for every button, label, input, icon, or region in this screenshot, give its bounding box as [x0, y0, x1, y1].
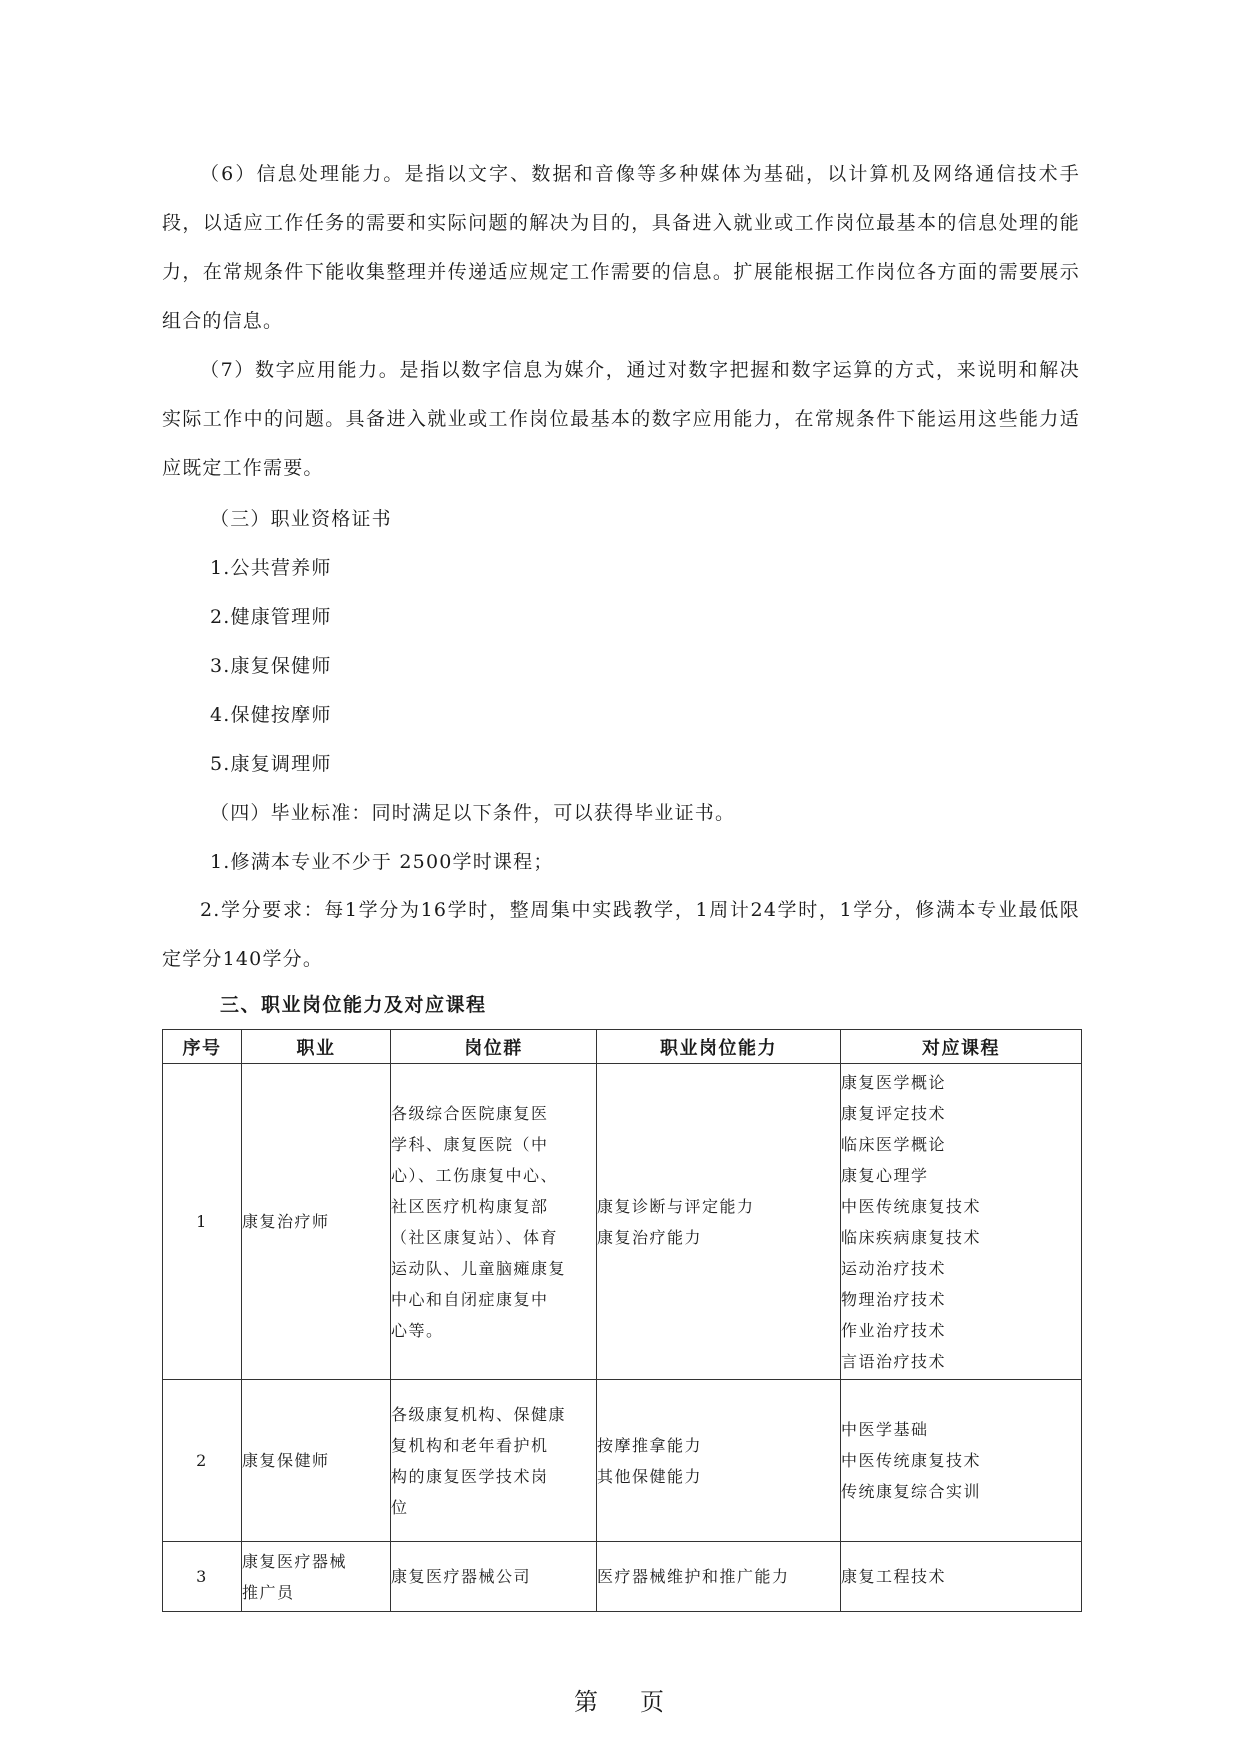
paragraph-information-processing: （6）信息处理能力。是指以文字、数据和音像等多种媒体为基础，以计算机及网络通信技术手段，以适应工作任务的需要和实际问题的解决为目的，具备进入就业或工作岗位最基本的信息处理的能力，在常规条件下能收集整理并传递适应规定工作需要的信息。扩展能根据工作岗位各方面的需要展示组合的信息。: [162, 163, 1080, 332]
ability-line: 按摩推拿能力: [597, 1435, 703, 1455]
row-number: 1: [163, 1064, 242, 1380]
row-abilities: [597, 1380, 841, 1542]
course-line: 言语治疗技术: [841, 1351, 947, 1371]
footer-page-prefix: 第: [574, 1688, 600, 1716]
course-line: 中医传统康复技术: [841, 1451, 982, 1470]
occupation-line: 康复保健师: [242, 1451, 330, 1470]
course-line: 中医学基础: [841, 1420, 929, 1439]
group-line: 位: [391, 1497, 409, 1517]
occupation-line: 康复医疗器械: [242, 1551, 348, 1571]
row-number: 3: [163, 1542, 242, 1612]
group-line: 各级康复机构、保健康: [391, 1404, 567, 1424]
course-line: 临床疾病康复技术: [841, 1227, 982, 1247]
page-footer: [0, 1682, 1240, 1717]
header-occupation: 职业: [242, 1030, 391, 1064]
course-line: 中医传统康复技术: [841, 1196, 982, 1216]
certificate-item-4: 4.保健按摩师: [210, 704, 332, 726]
row-position-group: [391, 1380, 597, 1542]
group-line: 中心和自闭症康复中: [391, 1289, 549, 1309]
row-abilities: [597, 1064, 841, 1380]
course-line: 康复医学概论: [841, 1072, 947, 1092]
group-line: 各级综合医院康复医: [391, 1103, 549, 1123]
row-courses: [841, 1064, 1082, 1380]
certificate-item-1: 1.公共营养师: [210, 557, 332, 579]
course-line: 临床医学概论: [841, 1134, 947, 1154]
course-line: 传统康复综合实训: [841, 1482, 982, 1501]
graduation-item-1: 1.修满本专业不少于 2500学时课程；: [210, 851, 554, 873]
row-courses: [841, 1380, 1082, 1542]
course-line: 运动治疗技术: [841, 1258, 947, 1278]
footer-page-suffix: 页: [640, 1688, 666, 1716]
course-line: 康复工程技术: [841, 1567, 947, 1586]
header-number: 序号: [163, 1030, 242, 1064]
occupation-line: 推广员: [242, 1582, 295, 1602]
table-header-row: [163, 1030, 1082, 1064]
row-abilities: [597, 1542, 841, 1612]
row-position-group: [391, 1064, 597, 1380]
occupation-line: 康复治疗师: [242, 1212, 330, 1231]
career-abilities-table: [162, 1029, 1082, 1612]
graduation-item-2: 2.学分要求：每1学分为16学时，整周集中实践教学，1周计24学时，1学分，修满本专业最低限定学分140学分。: [162, 899, 1080, 970]
ability-line: 康复治疗能力: [597, 1227, 703, 1247]
paragraph-numeric-application: （7）数字应用能力。是指以数字信息为媒介，通过对数字把握和数字运算的方式，来说明和解决实际工作中的问题。具备进入就业或工作岗位最基本的数字应用能力，在常规条件下能运用这些能力适应既定工作需要。: [162, 359, 1080, 479]
group-line: 复机构和老年看护机: [391, 1435, 549, 1455]
ability-line: 其他保健能力: [597, 1466, 703, 1486]
ability-line: 康复诊断与评定能力: [597, 1196, 755, 1216]
row-occupation: [242, 1064, 391, 1380]
table-row: [163, 1380, 1082, 1542]
certificate-item-5: 5.康复调理师: [210, 753, 332, 775]
course-line: 作业治疗技术: [841, 1320, 947, 1340]
ability-line: 医疗器械维护和推广能力: [597, 1567, 790, 1586]
row-number: 2: [163, 1380, 242, 1542]
certificate-item-2: 2.健康管理师: [210, 606, 332, 628]
group-line: 构的康复医学技术岗: [391, 1466, 549, 1486]
group-line: 社区医疗机构康复部: [391, 1196, 549, 1216]
course-line: 物理治疗技术: [841, 1289, 947, 1309]
group-line: 运动队、儿童脑瘫康复: [391, 1258, 567, 1278]
row-occupation: [242, 1542, 391, 1612]
section-heading-career-abilities: 三、职业岗位能力及对应课程: [220, 994, 487, 1016]
graduation-heading: （四）毕业标准：同时满足以下条件，可以获得毕业证书。: [210, 802, 736, 824]
course-line: 康复评定技术: [841, 1103, 947, 1123]
group-line: 学科、康复医院（中: [391, 1134, 549, 1154]
header-abilities: 职业岗位能力: [597, 1030, 841, 1064]
header-courses: 对应课程: [841, 1030, 1082, 1064]
row-courses: [841, 1542, 1082, 1612]
group-line: 心等。: [391, 1320, 444, 1340]
header-position-group: 岗位群: [391, 1030, 597, 1064]
table-row: [163, 1064, 1082, 1380]
certificate-item-3: 3.康复保健师: [210, 655, 332, 677]
table-row: [163, 1542, 1082, 1612]
group-line: 康复医疗器械公司: [391, 1567, 532, 1586]
course-line: 康复心理学: [841, 1165, 929, 1185]
group-line: 心）、工伤康复中心、: [391, 1165, 559, 1185]
row-position-group: [391, 1542, 597, 1612]
certificates-heading: （三）职业资格证书: [210, 508, 392, 530]
row-occupation: [242, 1380, 391, 1542]
group-line: （社区康复站）、体育: [391, 1227, 559, 1247]
